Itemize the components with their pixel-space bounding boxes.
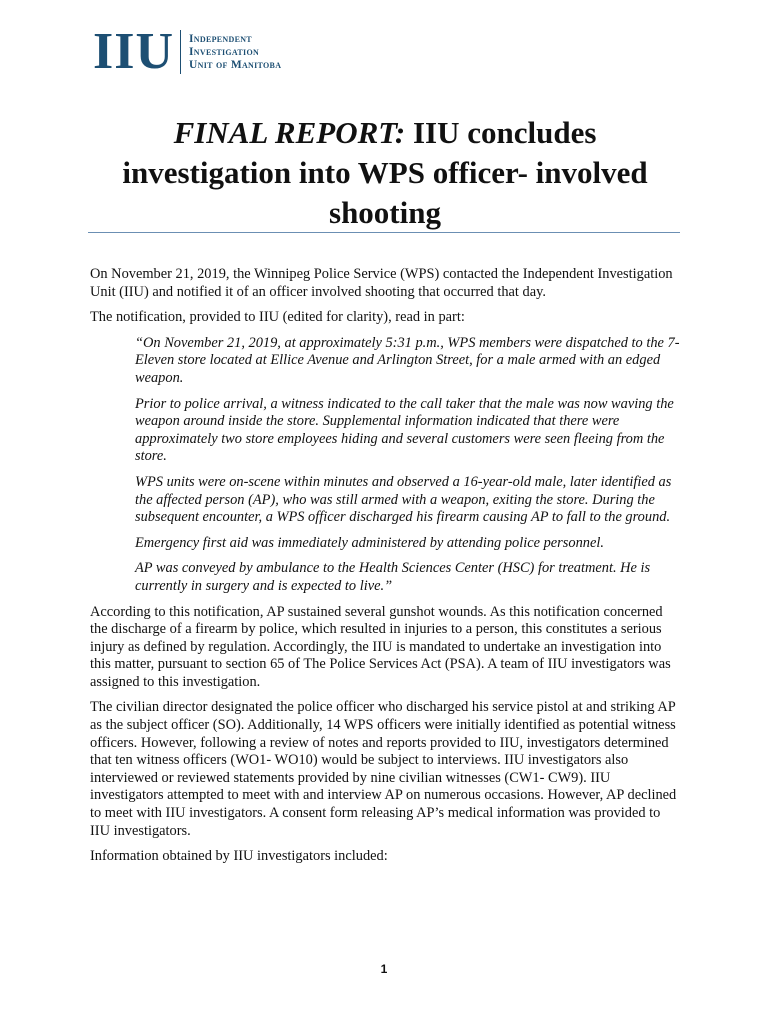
quote-paragraph: WPS units were on-scene within minutes and observed a 16-year-old male, later identified as the affected person (AP), who was still armed with a weapon, exiting the store. During the subsequent encounter, a WPS officer discharged his firearm causing AP to fall to the ground. xyxy=(135,473,672,526)
page-number: 1 xyxy=(380,962,388,976)
paragraph-officers: The civilian director designated the police officer who discharged his service pistol at and striking AP as the subject officer (SO). Additionally, 14 WPS officers were initially identified as potential witness officers. However, following a review of notes and reports provided to IIU, investigators determined that ten witness officers (WO1- WO10) would be subject to interviews. IIU investigators also interviewed or reviewed statements provided by nine civilian witnesses (CW1- CW9). IIU investigators attempted to meet with and interview AP on numerous occasions. However, AP declined to meet with IIU investigators. A consent form releasing AP’s medical information was provided to IIU investigators. xyxy=(90,699,677,839)
iiu-logo xyxy=(93,23,282,80)
paragraph-intro: On November 21, 2019, the Winnipeg Police Service (WPS) contacted the Independent Investigation Unit (IIU) and notified it of an officer involved shooting that occurred that day. xyxy=(90,266,673,300)
report-title-italic: FINAL REPORT: xyxy=(173,115,406,150)
quote-paragraph: Prior to police arrival, a witness indicated to the call taker that the male was now waving the weapon around inside the store. Supplemental information indicated that there were approximately two store employees hiding and several customers were seen fleeing from the store. xyxy=(135,395,674,465)
report-body xyxy=(90,266,680,874)
notification-quote xyxy=(135,335,680,596)
quote-paragraph: “On November 21, 2019, at approximately 5:31 p.m., WPS members were dispatched to the 7-Eleven store located at Ellice Avenue and Arlington Street, for a male armed with an edged weapon. xyxy=(135,334,680,386)
logo-text xyxy=(189,33,281,72)
paragraph-notification-lead: The notification, provided to IIU (edited for clarity), read in part: xyxy=(90,309,465,326)
report-title xyxy=(90,113,680,233)
logo-line-2: Investigation xyxy=(189,45,260,58)
logo-divider xyxy=(180,30,181,74)
logo-line-1: Independent xyxy=(189,32,252,45)
quote-paragraph: AP was conveyed by ambulance to the Health Sciences Center (HSC) for treatment. He is currently in surgery and is expected to live.” xyxy=(135,560,651,594)
quote-paragraph: Emergency first aid was immediately administered by attending police personnel. xyxy=(135,534,604,551)
title-divider xyxy=(88,232,680,233)
paragraph-information: Information obtained by IIU investigators included: xyxy=(90,848,388,865)
logo-line-3: Unit of Manitoba xyxy=(189,58,282,71)
report-title-rest: IIU concludes investigation into WPS officer- involved shooting xyxy=(122,115,648,230)
logo-mark: IIU xyxy=(93,23,175,80)
paragraph-mandate: According to this notification, AP sustained several gunshot wounds. As this notification concerned the discharge of a firearm by police, which resulted in injuries to a person, this constitutes a serious injury as defined by regulation. Accordingly, the IIU is mandated to undertake an investigation into this matter, pursuant to section 65 of The Police Services Act (PSA). A team of IIU investigators was assigned to this investigation. xyxy=(90,603,671,690)
